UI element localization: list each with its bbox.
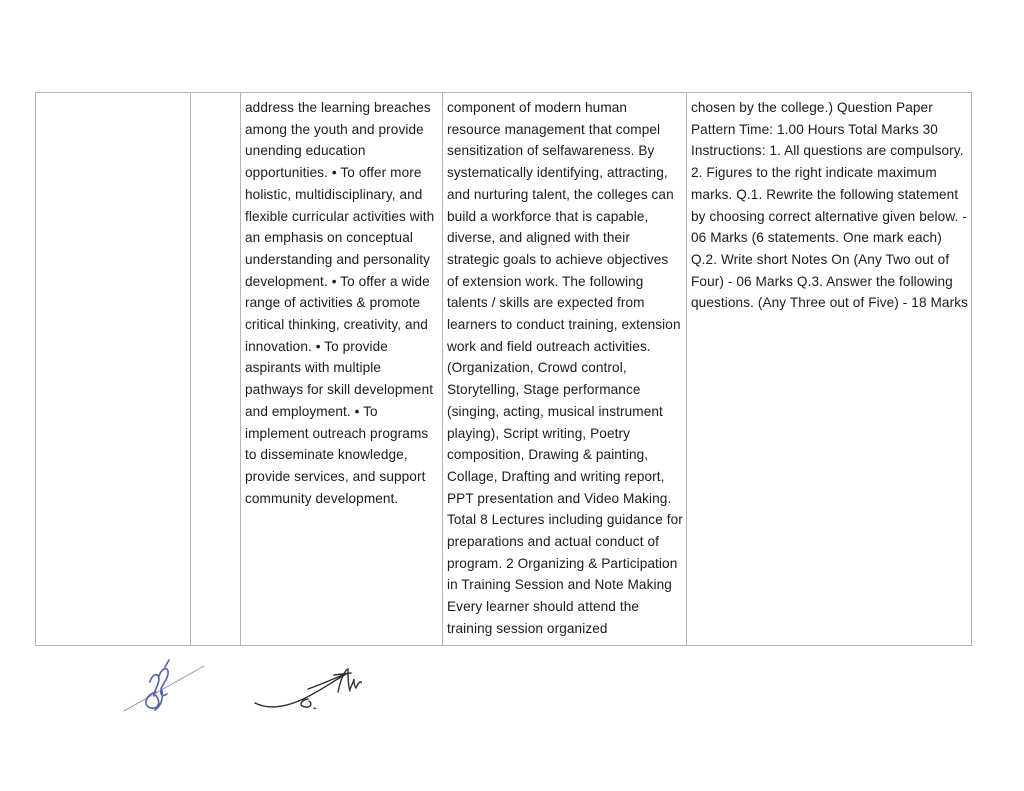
- document-table: [35, 92, 972, 646]
- signature-left-icon: [118, 655, 210, 717]
- signature-right-icon: [250, 662, 362, 714]
- table-row: [36, 93, 972, 646]
- signature-right: [250, 662, 362, 714]
- cell-empty-narrow: [191, 93, 241, 646]
- cell-talent-description: component of modern human resource management that compel sensitization of selfawareness. By systematically identifying, attracting, and nurturing talent, the colleges can build a workforce that is capable, diverse, and aligned with their strategic goals to achieve objectives of extension work. The following talents / skills are expected from learners to conduct training, extension work and field outreach activities. (Organization, Crowd control, Storytelling, Stage performance (singing, acting, musical instrument playing), Script writing, Poetry composition, Drawing & painting, Collage, Drafting and writing report, PPT presentation and Video Making. Total 8 Lectures including guidance for preparations and actual conduct of program. 2 Organizing & Participation in Training Session and Note Making Every learner should attend the training session organized: [443, 93, 687, 646]
- cell-empty-left: [36, 93, 191, 646]
- signature-left: [118, 655, 210, 717]
- cell-question-paper-pattern: chosen by the college.) Question Paper Pattern Time: 1.00 Hours Total Marks 30 Instructions: 1. All questions are compulsory. 2. Figures to the right indicate maximum marks. Q.1. Rewrite the following statement by choosing correct alternative given below. - 06 Marks (6 statements. One mark each) Q.2. Write short Notes On (Any Two out of Four) - 06 Marks Q.3. Answer the following questions. (Any Three out of Five) - 18 Marks: [687, 93, 972, 646]
- cell-objectives: address the learning breaches among the youth and provide unending education opportunities. • To offer more holistic, multidisciplinary, and flexible curricular activities with an emphasis on conceptual understanding and personality development. • To offer a wide range of activities & promote critical thinking, creativity, and innovation. • To provide aspirants with multiple pathways for skill development and employment. • To implement outreach programs to disseminate knowledge, provide services, and support community development.: [241, 93, 443, 646]
